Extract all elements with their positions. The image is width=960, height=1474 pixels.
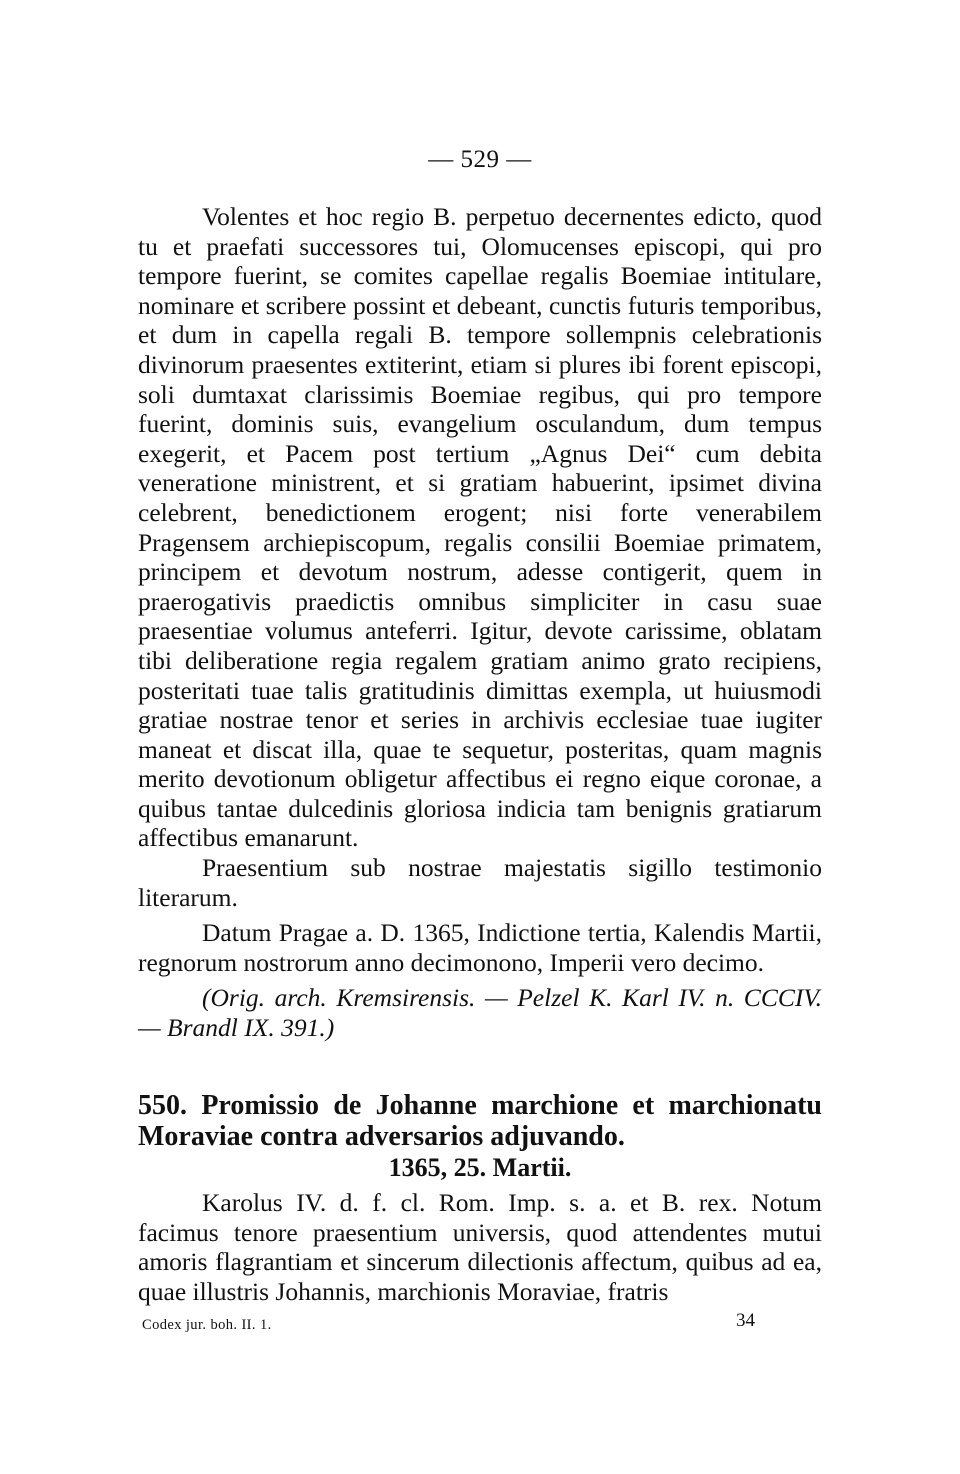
footer-signature: Codex jur. boh. II. 1. [142, 1317, 272, 1333]
document-heading-550: 550. Promissio de Johanne marchione et marchionatu Moraviae contra adversarios adjuvando. [138, 1090, 822, 1152]
paragraph-praesentium: Praesentium sub nostrae majestatis sigillo testimonio literarum. [138, 853, 822, 912]
paragraph-volentes: Volentes et hoc regio B. perpetuo decernentes edicto, quod tu et praefati successores tui, Olomucenses episcopi, qui pro tempore fuerint, se comites capellae regalis Boemiae intitulare, nominare et scribere possint et debeant, cunctis futuris temporibus, et dum in capella regali B. tempore sollempnis celebrationis divinorum praesentes extiterint, etiam si plures ibi forent episcopi, soli dumtaxat clarissimis Boemiae regibus, qui pro tempore fuerint, dominis suis, evangelium osculandum, dum tempus exegerit, et Pacem post tertium „Agnus Dei“ cum debita veneratione ministrent, et si gratiam habuerint, ipsimet divina celebrent, benedictionem erogent; nisi forte venerabilem Pragensem archiepiscopum, regalis consilii Boemiae primatem, principem et devotum nostrum, adesse contigerit, quem in praerogativis praedictis omnibus simpliciter in casu suae praesentiae volumus anteferri. Igitur, devote carissime, oblatam tibi deliberatione regia regalem gratiam animo grato recipiens, posteritati tuae talis gratitudinis dimittas exempla, ut huiusmodi gratiae nostrae tenor et series in archivis ecclesiae tuae iugiter maneat et discat illa, quae te sequetur, posteritas, quam magnis merito devotionum obligetur affectibus ei regno eique coronae, a quibus tantae dulcedinis gloriosa indicia tam benignis gratiarum affectibus emanarunt. [138, 202, 822, 853]
document-550-text [138, 1188, 822, 1306]
footer-sheet-number: 34 [736, 1310, 755, 1331]
main-text [138, 202, 822, 1043]
paragraph-datum: Datum Pragae a. D. 1365, Indictione tertia, Kalendis Martii, regnorum nostrorum anno decimonono, Imperii vero decimo. [138, 918, 822, 977]
page-number: — 529 — [428, 146, 532, 173]
paragraph-karolus: Karolus IV. d. f. cl. Rom. Imp. s. a. et B. rex. Notum facimus tenore praesentium universis, quod attendentes mutui amoris flagrantiam et sincerum dilectionis affectum, quibus ad ea, quae illustris Johannis, marchionis Moraviae, fratris [138, 1188, 822, 1306]
source-note: (Orig. arch. Kremsirensis. — Pelzel K. Karl IV. n. CCCIV. — Brandl IX. 391.) [138, 983, 822, 1043]
document-date-550: 1365, 25. Martii. [388, 1153, 572, 1182]
